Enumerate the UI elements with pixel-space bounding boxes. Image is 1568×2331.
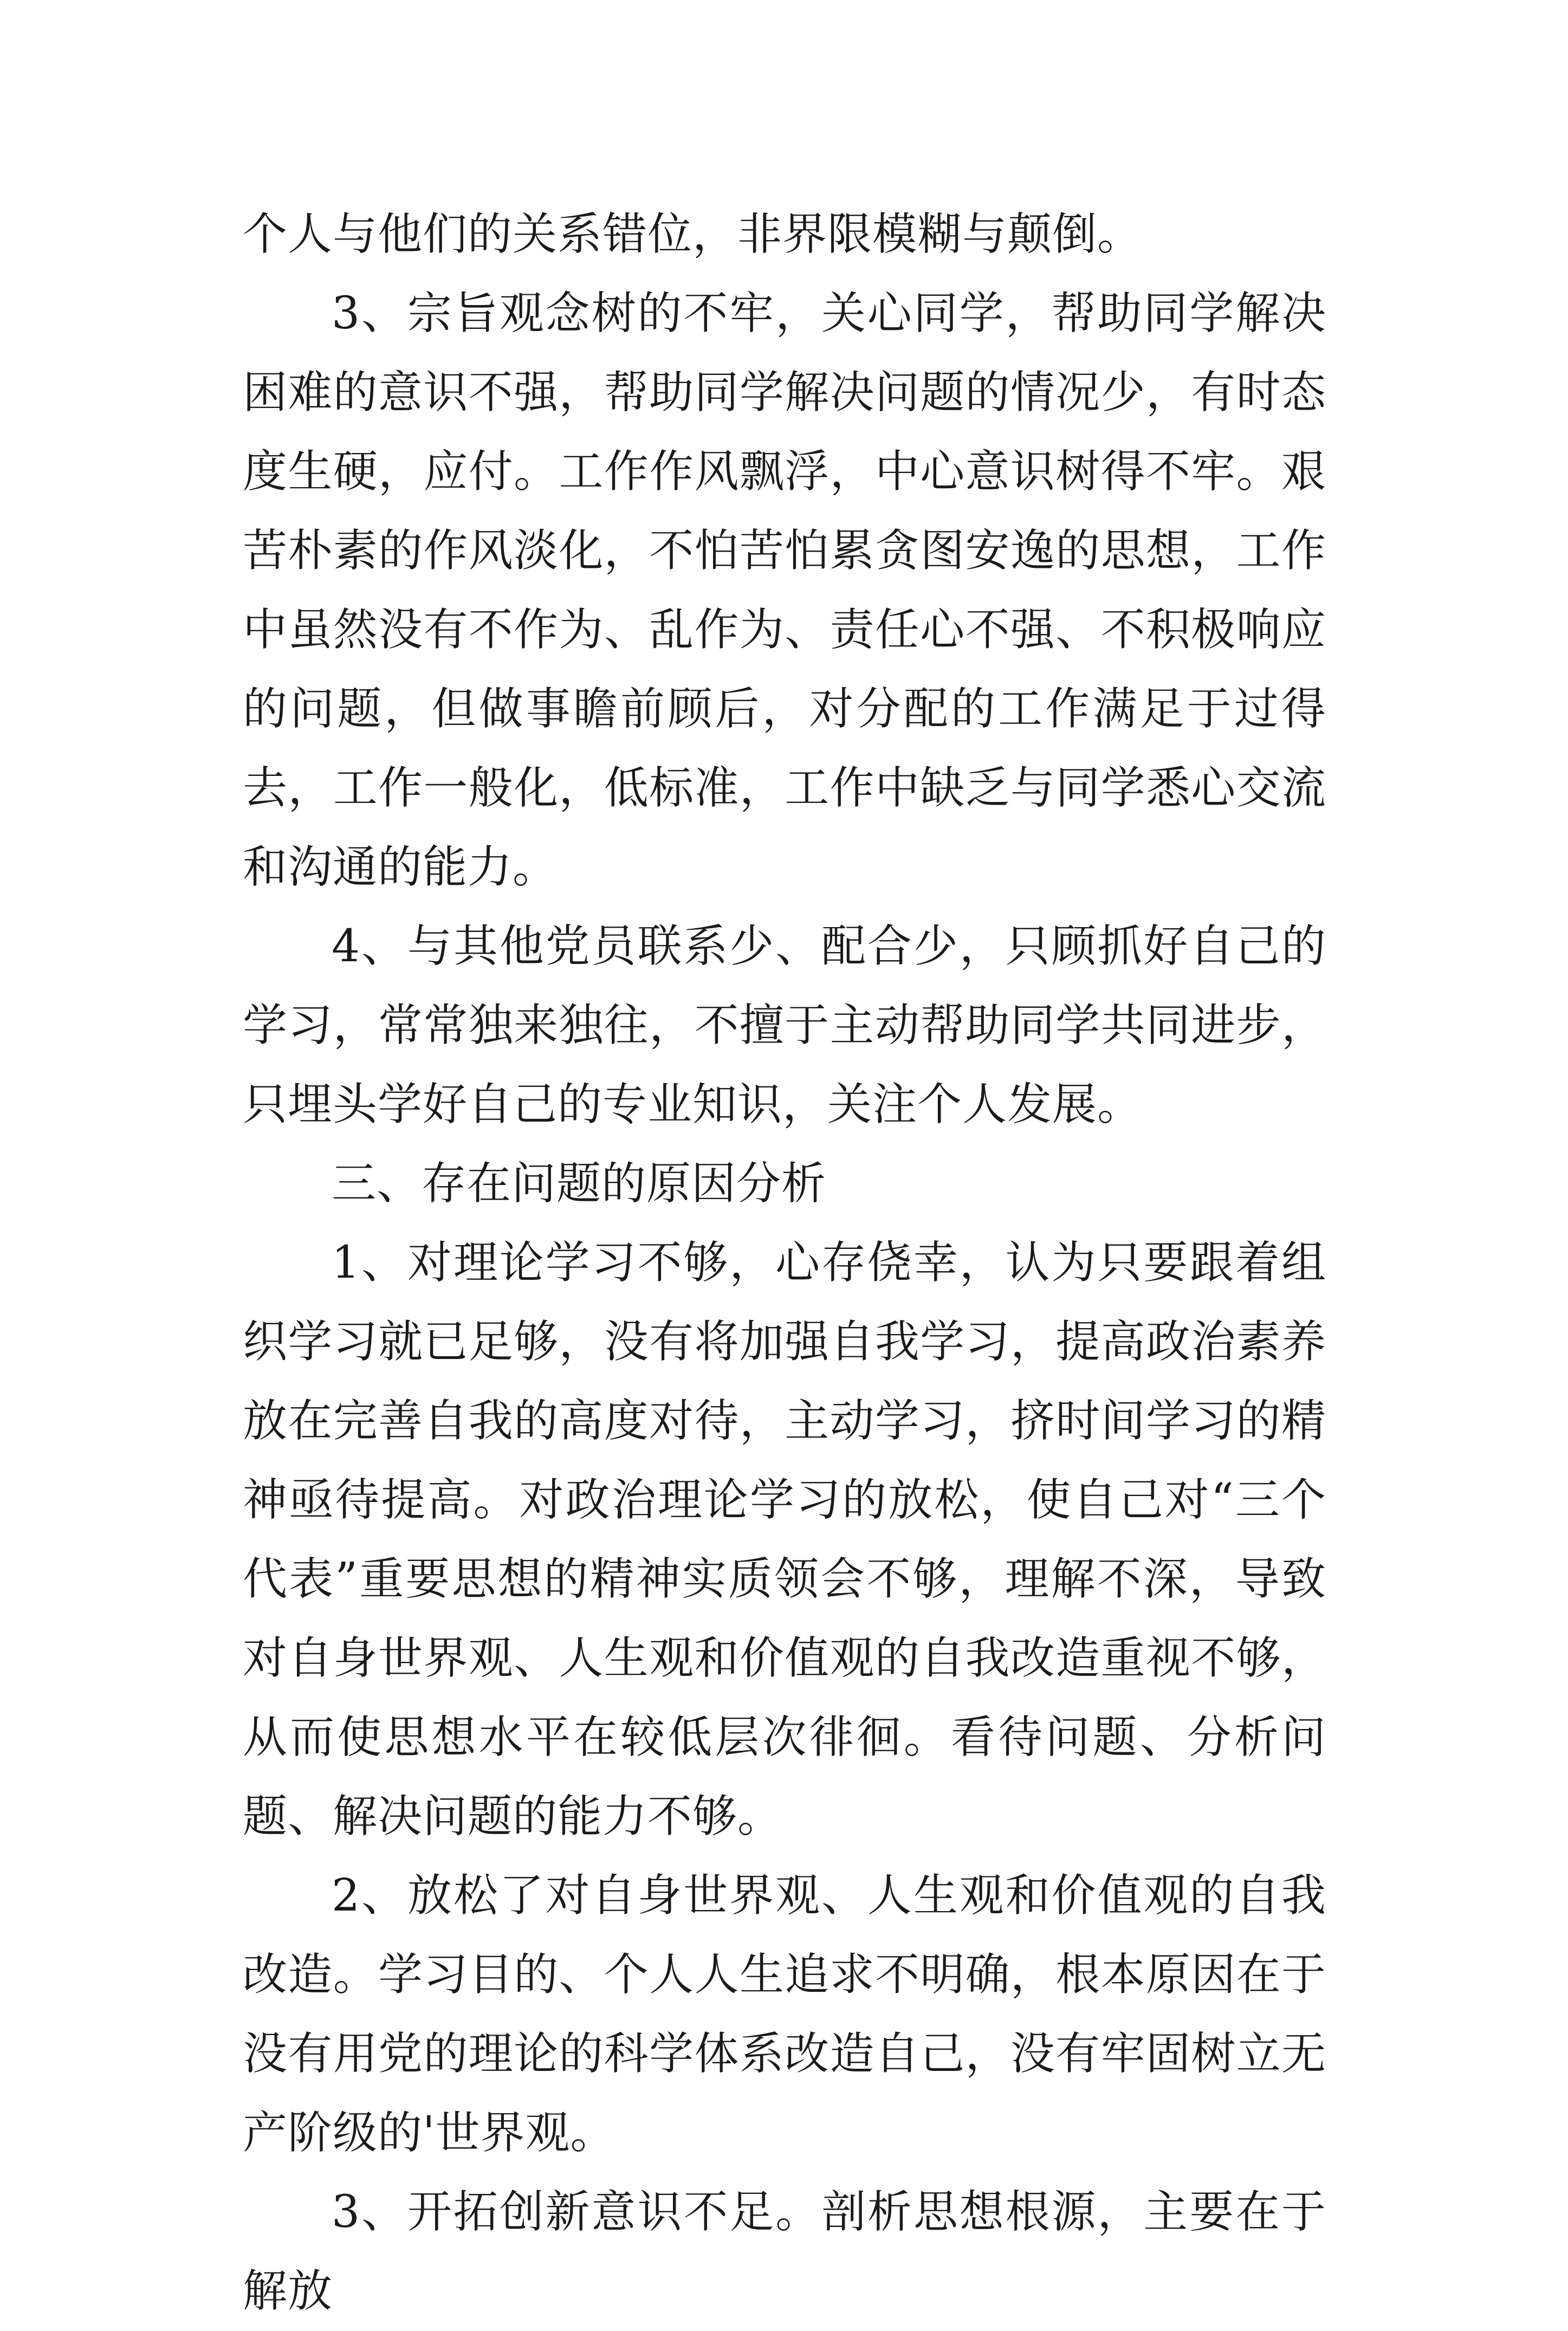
paragraph: 3、宗旨观念树的不牢，关心同学，帮助同学解决困难的意识不强，帮助同学解决问题的情况少，有时态度生硬，应付。工作作风飘浮，中心意识树得不牢。艰苦朴素的作风淡化，不怕苦怕累贪图安逸的思想，工作中虽然没有不作为、乱作为、责任心不强、不积极响应的问题，但做事瞻前顾后，对分配的工作满足于过得去，工作一般化，低标准，工作中缺乏与同学悉心交流和沟通的能力。 (243, 288, 1326, 893)
paragraph: 1、对理论学习不够，心存侥幸，认为只要跟着组织学习就已足够，没有将加强自我学习，提高政治素养放在完善自我的高度对待，主动学习，挤时间学习的精神亟待提高。对政治理论学习的放松，使自己对“三个代表”重要思想的精神实质领会不够，理解不深，导致对自身世界观、人生观和价值观的自我改造重视不够，从而使思想水平在较低层次徘徊。看待问题、分析问题、解决问题的能力不够。 (243, 1237, 1326, 1842)
paragraph: 4、与其他党员联系少、配合少，只顾抓好自己的学习，常常独来独往，不擅于主动帮助同学共同进步，只埋头学好自己的专业知识，关注个人发展。 (243, 921, 1326, 1130)
paragraph: 3、开拓创新意识不足。剖析思想根源，主要在于解放 (243, 2186, 1326, 2317)
paragraph: 个人与他们的关系错位，非界限模糊与颠倒。 (243, 209, 1143, 260)
paragraph: 2、放松了对自身世界观、人生观和价值观的自我改造。学习目的、个人人生追求不明确，根本原因在于没有用党的理论的科学体系改造自己，没有牢固树立无产阶级的'世界观。 (243, 1870, 1326, 2159)
document-body (243, 195, 1326, 2331)
section-heading: 三、存在问题的原因分析 (332, 1158, 827, 1209)
